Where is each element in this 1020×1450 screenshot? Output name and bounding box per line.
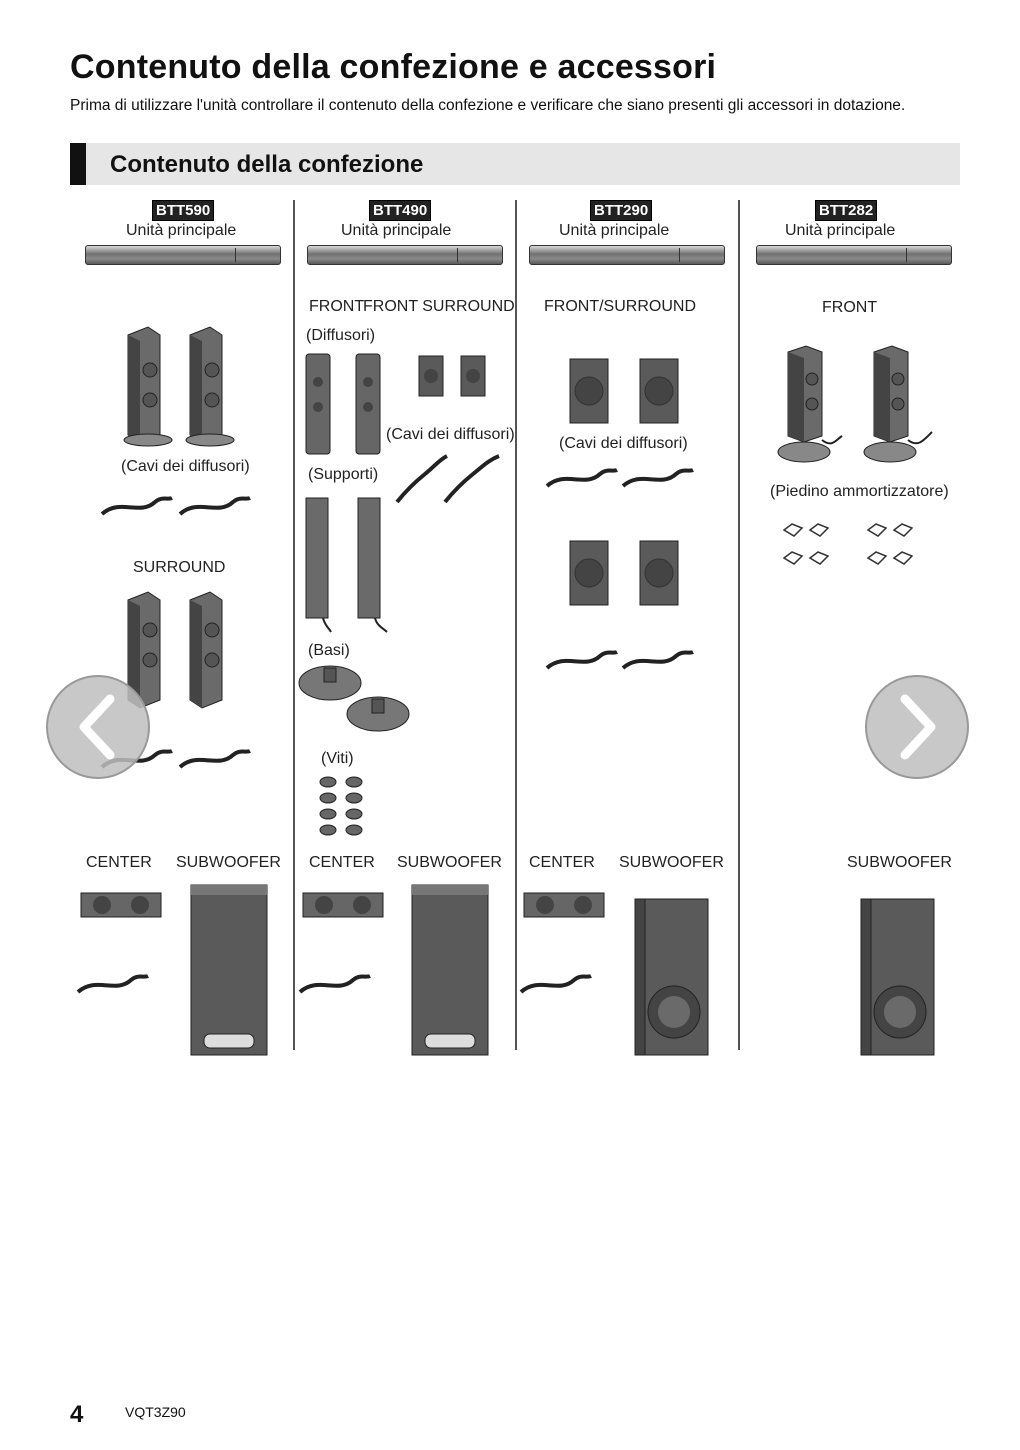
main-unit-soundbar <box>756 245 952 265</box>
cables-label: (Cavi dei diffusori) <box>121 458 250 475</box>
subwoofer-label: SUBWOOFER <box>176 854 281 871</box>
cube-speaker-pair-icon <box>568 357 680 425</box>
main-unit-label: Unità principale <box>559 222 670 239</box>
front-label: FRONT <box>822 299 878 316</box>
main-unit-label: Unità principale <box>785 222 896 239</box>
cables-label: (Cavi dei diffusori) <box>386 426 515 443</box>
center-label: CENTER <box>86 854 152 871</box>
main-unit-soundbar <box>85 245 281 265</box>
subwoofer-icon <box>190 884 268 1056</box>
column-divider <box>515 200 517 1050</box>
section-title: Contenuto della confezione <box>110 151 424 178</box>
speaker-cable-icon <box>545 646 695 676</box>
speakers-label: (Diffusori) <box>306 327 376 344</box>
cube-speaker-pair-icon <box>568 539 680 607</box>
document-code: VQT3Z90 <box>125 1404 186 1420</box>
main-unit-label: Unità principale <box>126 222 237 239</box>
speaker-cable-icon <box>545 464 695 494</box>
center-label: CENTER <box>529 854 595 871</box>
speaker-cable-icon <box>76 970 148 998</box>
small-speaker-pair-icon <box>418 355 486 397</box>
bases-label: (Basi) <box>308 642 350 659</box>
page-number: 4 <box>70 1401 84 1428</box>
subwoofer-icon <box>411 884 489 1056</box>
screws-label: (Viti) <box>321 750 354 767</box>
column-divider <box>738 200 740 1050</box>
speaker-cable-icon <box>395 452 503 508</box>
front-surround-label: FRONT SURROUND <box>363 298 515 315</box>
stands-label: (Supporti) <box>308 466 379 483</box>
chevron-right-icon <box>867 677 967 777</box>
cables-label: (Cavi dei diffusori) <box>559 435 688 452</box>
main-unit-soundbar <box>307 245 503 265</box>
intro-text: Prima di utilizzare l'unità controllare il contenuto della confezione e verificare che siano presenti gli accessori in dotazione. <box>70 97 906 114</box>
cushion-feet-icon <box>782 522 920 574</box>
subwoofer-icon <box>860 898 936 1056</box>
speaker-cable-icon <box>298 970 370 998</box>
model-badge-btt490: BTT490 <box>369 200 431 221</box>
screws-icon <box>318 776 370 840</box>
subwoofer-label: SUBWOOFER <box>397 854 502 871</box>
subwoofer-label: SUBWOOFER <box>619 854 724 871</box>
surround-label: SURROUND <box>133 559 226 576</box>
section-marker <box>70 143 86 185</box>
center-speaker-icon <box>302 892 384 918</box>
page-title: Contenuto della confezione e accessori <box>70 48 717 86</box>
column-divider <box>293 200 295 1050</box>
section-header <box>70 143 960 185</box>
speaker-cable-icon <box>519 970 591 998</box>
speaker-cable-icon <box>100 492 250 522</box>
center-label: CENTER <box>309 854 375 871</box>
slim-speaker-pair-icon <box>304 352 384 456</box>
subwoofer-icon <box>634 898 710 1056</box>
chevron-left-icon <box>48 677 148 777</box>
subwoofer-label: SUBWOOFER <box>847 854 952 871</box>
model-badge-btt290: BTT290 <box>590 200 652 221</box>
next-page-button[interactable] <box>865 675 969 779</box>
front-label: FRONT <box>309 298 365 315</box>
center-speaker-icon <box>523 892 605 918</box>
main-unit-label: Unità principale <box>341 222 452 239</box>
base-pair-icon <box>298 664 410 734</box>
model-badge-btt590: BTT590 <box>152 200 214 221</box>
front-surround-label: FRONT/SURROUND <box>544 298 696 315</box>
center-speaker-icon <box>80 892 162 918</box>
stand-pair-icon <box>303 494 397 634</box>
front-speaker-pair-icon <box>776 344 942 468</box>
tall-speaker-pair-icon <box>120 325 250 455</box>
main-unit-soundbar <box>529 245 725 265</box>
model-badge-btt282: BTT282 <box>815 200 877 221</box>
prev-page-button[interactable] <box>46 675 150 779</box>
cushion-label: (Piedino ammortizzatore) <box>770 483 949 500</box>
